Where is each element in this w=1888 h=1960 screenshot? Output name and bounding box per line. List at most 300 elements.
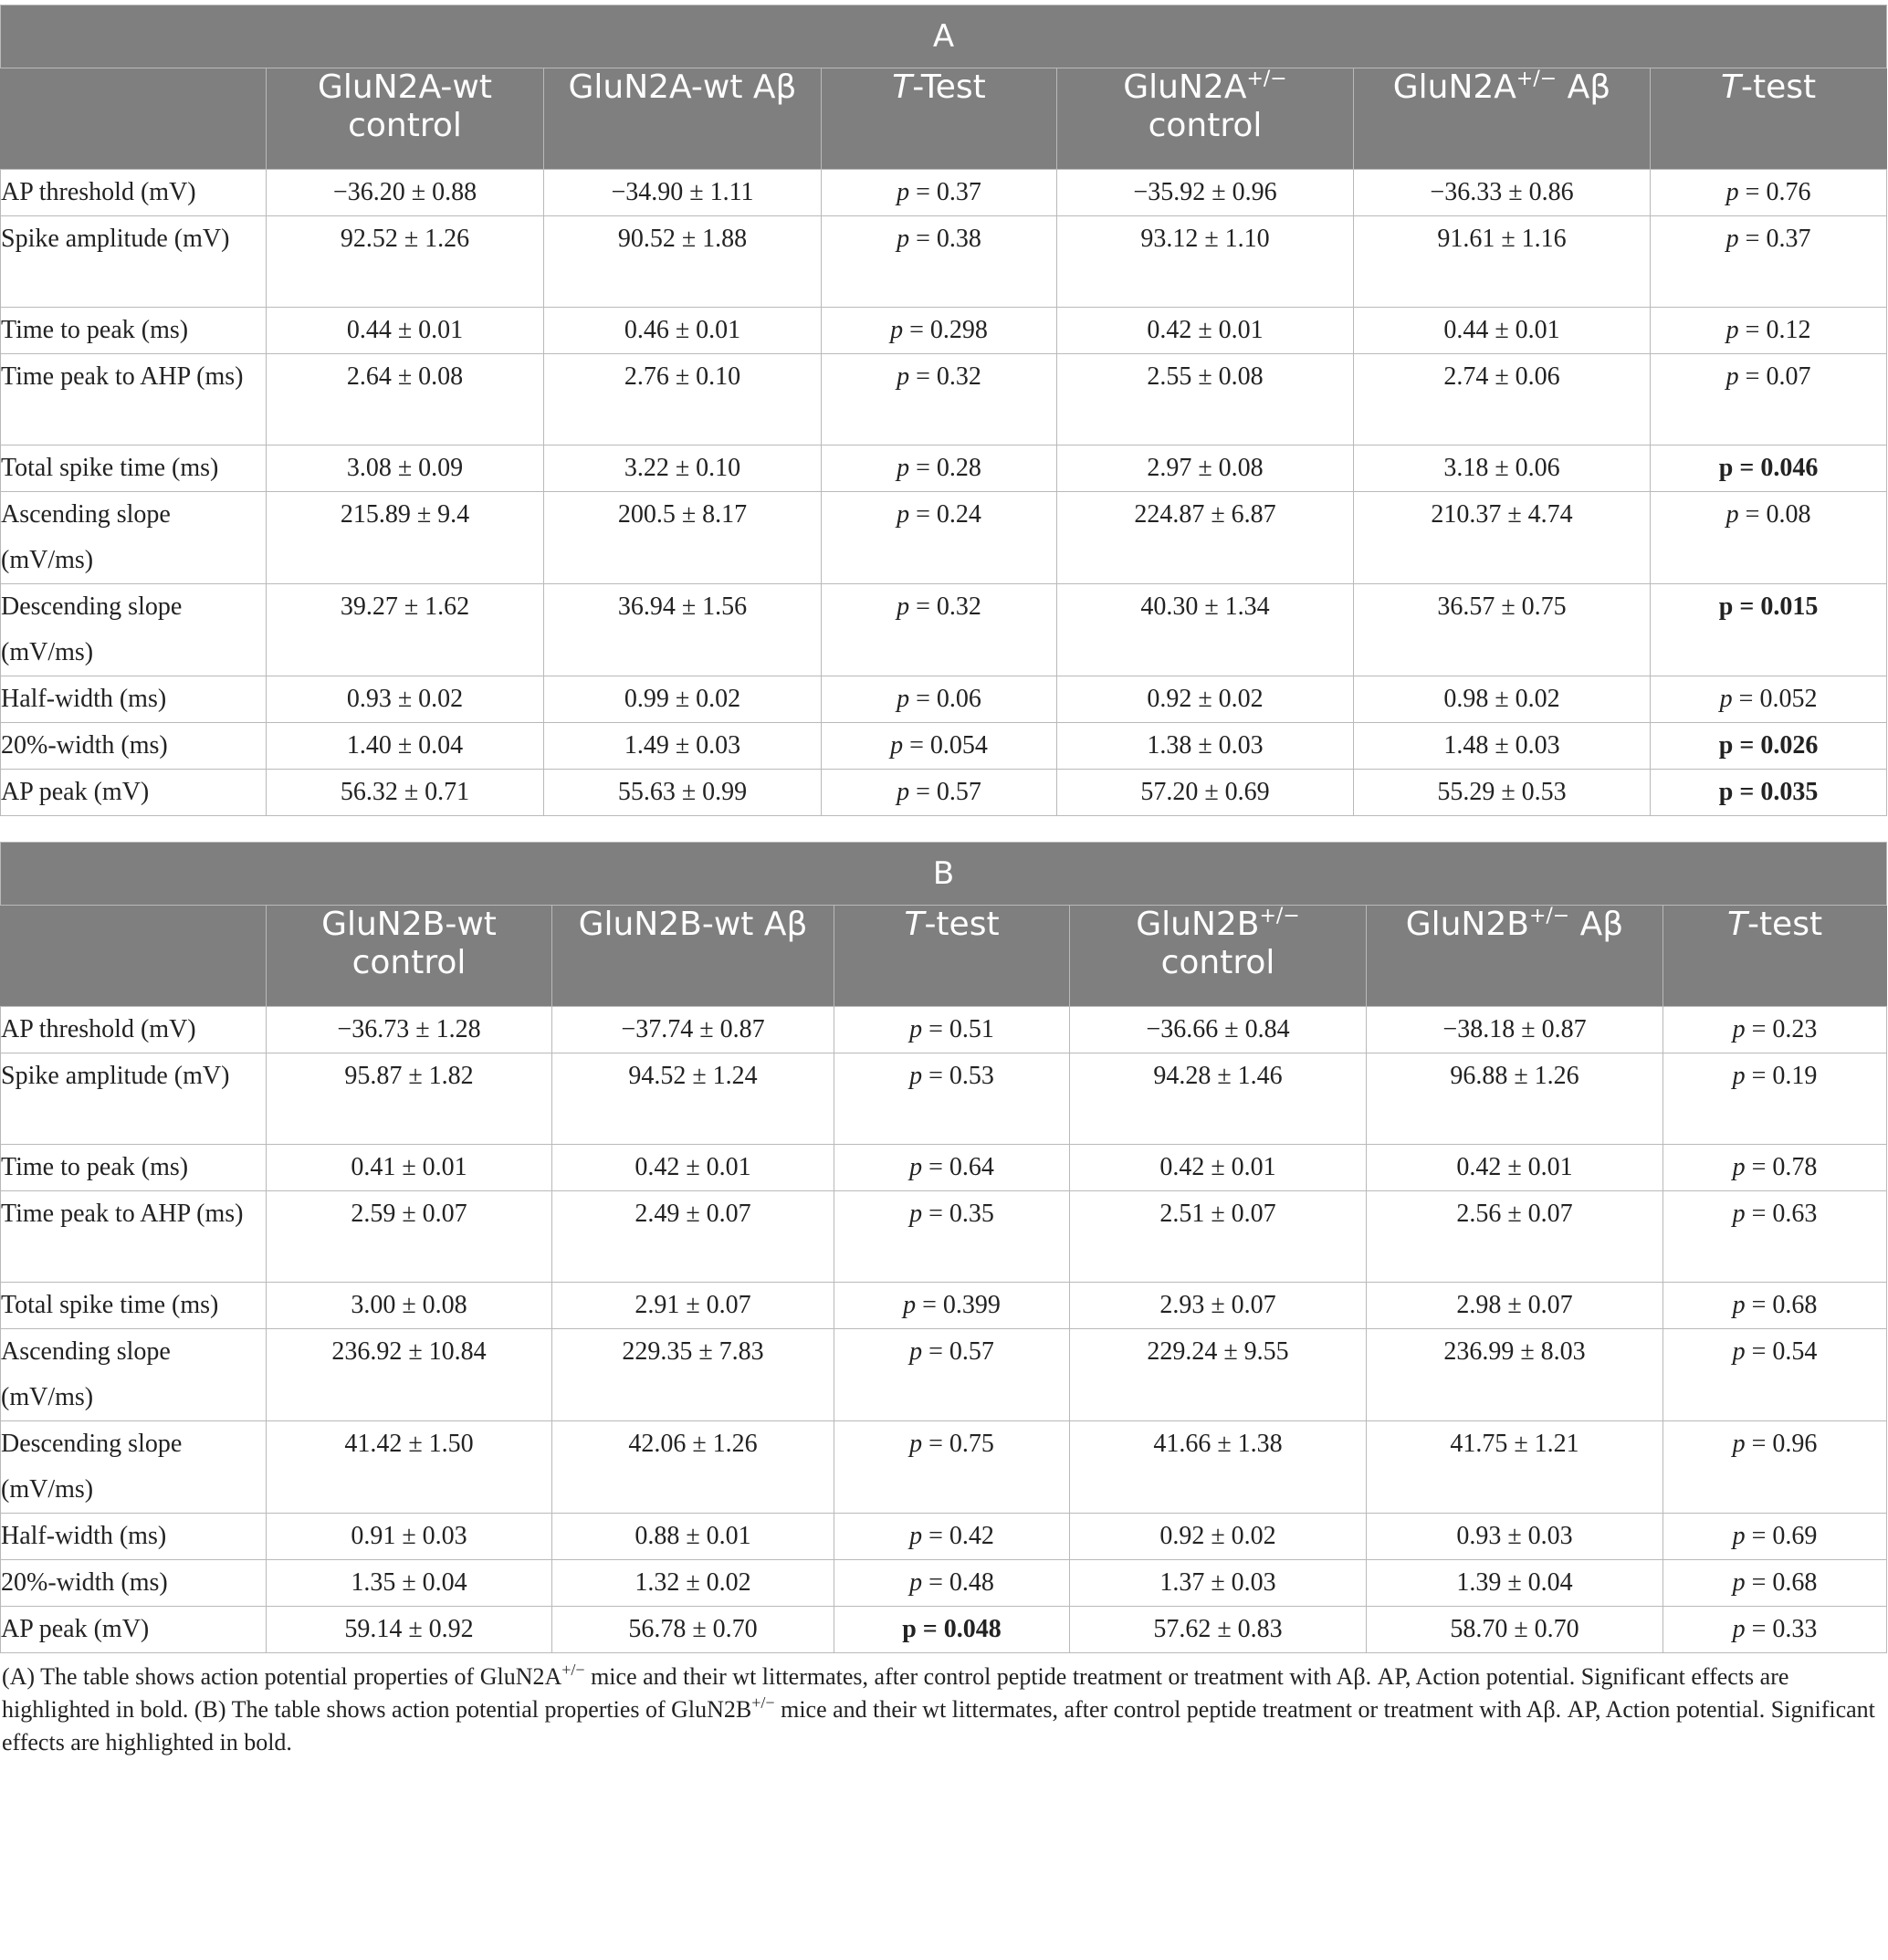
cell-ttest-2 (1663, 1007, 1887, 1053)
p-symbol: p (1732, 1522, 1746, 1550)
header-text: GluN2B-wt Aβ (578, 906, 808, 943)
row-label: AP threshold (mV) (1, 1007, 267, 1053)
cell-ttest-1 (834, 1145, 1070, 1191)
p-symbol: p (1732, 1568, 1746, 1597)
p-symbol: p (1732, 1153, 1746, 1181)
cell-wt-control: 3.00 ± 0.08 (267, 1283, 552, 1329)
p-number: 0.015 (1760, 592, 1819, 621)
cell-wt-control: 92.52 ± 1.26 (267, 216, 544, 308)
cell-wt-abeta: 1.32 ± 0.02 (552, 1560, 834, 1607)
cell-ttest-2 (1663, 1329, 1887, 1421)
p-number: 0.96 (1772, 1430, 1818, 1458)
p-symbol: p (897, 225, 910, 253)
p-value: p = 0.07 (1725, 362, 1811, 391)
cell-het-abeta: 236.99 ± 8.03 (1367, 1329, 1663, 1421)
cell-wt-abeta: 2.76 ± 0.10 (544, 354, 822, 445)
table-a (0, 5, 1887, 816)
footnote-text: mice and their wt littermates, after control peptide treatment or treatment with Aβ. AP, Action potential. Significant effects are highlighted in bold. (2, 1696, 1875, 1756)
p-value: p = 0.64 (909, 1153, 994, 1181)
header-text: T (1720, 68, 1741, 106)
header-wt-control (267, 68, 544, 170)
header-text: -Test (912, 68, 986, 106)
cell-het-control: 1.38 ± 0.03 (1057, 723, 1354, 770)
cell-wt-abeta: 3.22 ± 0.10 (544, 445, 822, 492)
cell-wt-control: 0.44 ± 0.01 (267, 308, 544, 354)
cell-wt-abeta: 229.35 ± 7.83 (552, 1329, 834, 1421)
p-value: p = 0.42 (909, 1522, 994, 1550)
p-value: p = 0.06 (897, 685, 981, 713)
header-sup: +/− (1259, 905, 1300, 928)
p-number: 0.69 (1772, 1522, 1818, 1550)
header-text: -test (924, 906, 1000, 943)
row-label: Half-width (ms) (1, 1514, 267, 1560)
row-label: Time to peak (ms) (1, 1145, 267, 1191)
p-value: p = 0.63 (1732, 1200, 1818, 1228)
cell-wt-control: 56.32 ± 0.71 (267, 770, 544, 816)
cell-het-control: 229.24 ± 9.55 (1070, 1329, 1367, 1421)
cell-ttest-1 (834, 1329, 1070, 1421)
table-gap (0, 816, 1886, 842)
header-text: Aβ (1569, 906, 1624, 943)
p-symbol: p (909, 1337, 923, 1366)
p-symbol: p (1725, 500, 1739, 529)
cell-ttest-1 (834, 1560, 1070, 1607)
table-row (1, 1514, 1887, 1560)
p-value: p = 0.76 (1725, 178, 1811, 206)
p-number: 0.24 (936, 500, 981, 529)
cell-ttest-2 (1651, 354, 1887, 445)
cell-ttest-1 (834, 1607, 1070, 1653)
cell-het-control: 0.92 ± 0.02 (1070, 1514, 1367, 1560)
cell-ttest-1 (822, 354, 1057, 445)
p-number: 0.51 (949, 1015, 994, 1043)
cell-het-abeta: 0.42 ± 0.01 (1367, 1145, 1663, 1191)
p-number: 0.048 (943, 1615, 1002, 1643)
table-b-title: B (1, 843, 1887, 906)
table-row (1, 1607, 1887, 1653)
p-symbol: p (897, 362, 910, 391)
p-symbol: p (1718, 454, 1734, 482)
p-value: p = 0.54 (1732, 1337, 1818, 1366)
p-symbol: p (1718, 731, 1734, 760)
cell-het-abeta: −36.33 ± 0.86 (1354, 170, 1651, 216)
cell-het-control: 2.51 ± 0.07 (1070, 1191, 1367, 1283)
cell-ttest-1 (822, 492, 1057, 584)
p-value: p = 0.33 (1732, 1615, 1818, 1643)
p-symbol: p (897, 500, 910, 529)
p-value: p = 0.23 (1732, 1015, 1818, 1043)
p-number: 0.06 (936, 685, 981, 713)
header-sup: +/− (1528, 905, 1570, 928)
header-text: Aβ (1557, 68, 1611, 106)
table-b (0, 842, 1887, 1653)
cell-wt-abeta: 200.5 ± 8.17 (544, 492, 822, 584)
cell-wt-abeta: 36.94 ± 1.56 (544, 584, 822, 676)
cell-het-control: 41.66 ± 1.38 (1070, 1421, 1367, 1514)
cell-het-abeta: 3.18 ± 0.06 (1354, 445, 1651, 492)
p-value: p = 0.32 (897, 592, 981, 621)
cell-wt-control: −36.20 ± 0.88 (267, 170, 544, 216)
row-label: Time to peak (ms) (1, 308, 267, 354)
header-het-abeta (1354, 68, 1651, 170)
p-value: p = 0.96 (1732, 1430, 1818, 1458)
row-label: 20%-width (ms) (1, 1560, 267, 1607)
cell-wt-control: 1.40 ± 0.04 (267, 723, 544, 770)
p-symbol: p (890, 731, 904, 760)
cell-ttest-1 (822, 770, 1057, 816)
cell-wt-abeta: −34.90 ± 1.11 (544, 170, 822, 216)
header-text: GluN2B-wt (321, 906, 497, 943)
cell-ttest-2 (1651, 216, 1887, 308)
p-value: p = 0.298 (890, 316, 988, 344)
p-number: 0.68 (1772, 1568, 1818, 1597)
row-label: Descending slope (mV/ms) (1, 1421, 267, 1514)
significant-p-value: p = 0.026 (1718, 731, 1819, 760)
p-number: 0.19 (1772, 1062, 1818, 1090)
table-a-header-row (1, 68, 1887, 170)
p-value: p = 0.399 (903, 1291, 1001, 1319)
header-text: control (348, 107, 462, 144)
p-value: p = 0.12 (1725, 316, 1811, 344)
p-value: p = 0.19 (1732, 1062, 1818, 1090)
significant-p-value: p = 0.046 (1718, 454, 1819, 482)
cell-het-control: 224.87 ± 6.87 (1057, 492, 1354, 584)
p-value: p = 0.35 (909, 1200, 994, 1228)
row-label: Total spike time (ms) (1, 445, 267, 492)
cell-ttest-2 (1663, 1145, 1887, 1191)
cell-het-control: 1.37 ± 0.03 (1070, 1560, 1367, 1607)
header-text: -test (1740, 68, 1817, 106)
p-symbol: p (903, 1291, 917, 1319)
cell-het-abeta: 96.88 ± 1.26 (1367, 1053, 1663, 1145)
cell-het-abeta: 0.98 ± 0.02 (1354, 676, 1651, 723)
table-row (1, 170, 1887, 216)
header-ttest-2 (1663, 906, 1887, 1007)
table-b-header-row (1, 906, 1887, 1007)
cell-wt-abeta: 56.78 ± 0.70 (552, 1607, 834, 1653)
cell-het-control: 93.12 ± 1.10 (1057, 216, 1354, 308)
p-value: p = 0.68 (1732, 1291, 1818, 1319)
p-symbol: p (1719, 685, 1733, 713)
p-number: 0.75 (949, 1430, 994, 1458)
p-value: p = 0.78 (1732, 1153, 1818, 1181)
p-number: 0.63 (1772, 1200, 1818, 1228)
p-value: p = 0.51 (909, 1015, 994, 1043)
header-text: GluN2B (1405, 906, 1529, 943)
p-value: p = 0.32 (897, 362, 981, 391)
cell-het-control: 57.62 ± 0.83 (1070, 1607, 1367, 1653)
footnote-sup: +/− (751, 1693, 775, 1712)
cell-ttest-1 (822, 676, 1057, 723)
p-number: 0.298 (929, 316, 988, 344)
cell-wt-abeta: 1.49 ± 0.03 (544, 723, 822, 770)
cell-wt-control: 0.41 ± 0.01 (267, 1145, 552, 1191)
cell-ttest-1 (834, 1283, 1070, 1329)
cell-het-control: 40.30 ± 1.34 (1057, 584, 1354, 676)
p-number: 0.76 (1766, 178, 1811, 206)
cell-ttest-2 (1663, 1283, 1887, 1329)
cell-het-abeta: 0.44 ± 0.01 (1354, 308, 1651, 354)
header-text: -test (1746, 906, 1823, 943)
header-sup: +/− (1516, 68, 1558, 90)
table-row (1, 676, 1887, 723)
cell-het-abeta: −38.18 ± 0.87 (1367, 1007, 1663, 1053)
p-symbol: p (909, 1062, 923, 1090)
p-symbol: p (909, 1153, 923, 1181)
cell-ttest-2 (1651, 584, 1887, 676)
row-label: Time peak to AHP (ms) (1, 1191, 267, 1283)
cell-wt-control: 215.89 ± 9.4 (267, 492, 544, 584)
row-label: AP peak (mV) (1, 770, 267, 816)
p-symbol: p (909, 1015, 923, 1043)
header-ttest-1 (834, 906, 1070, 1007)
p-symbol: p (1732, 1291, 1746, 1319)
row-label: Half-width (ms) (1, 676, 267, 723)
p-symbol: p (909, 1200, 923, 1228)
table-row (1, 1329, 1887, 1421)
row-label: Descending slope (mV/ms) (1, 584, 267, 676)
table-row (1, 1283, 1887, 1329)
cell-wt-control: 95.87 ± 1.82 (267, 1053, 552, 1145)
row-label: Time peak to AHP (ms) (1, 354, 267, 445)
header-sup: +/− (1246, 68, 1287, 90)
table-row (1, 770, 1887, 816)
p-value: p = 0.57 (909, 1337, 994, 1366)
cell-wt-abeta: 2.49 ± 0.07 (552, 1191, 834, 1283)
cell-ttest-1 (834, 1514, 1070, 1560)
cell-het-control: 2.55 ± 0.08 (1057, 354, 1354, 445)
cell-het-abeta: 2.98 ± 0.07 (1367, 1283, 1663, 1329)
table-row (1, 1421, 1887, 1514)
p-number: 0.32 (936, 592, 981, 621)
p-symbol: p (909, 1522, 923, 1550)
cell-wt-control: −36.73 ± 1.28 (267, 1007, 552, 1053)
p-symbol: p (1732, 1200, 1746, 1228)
cell-wt-control: 1.35 ± 0.04 (267, 1560, 552, 1607)
p-symbol: p (1732, 1615, 1746, 1643)
header-text: GluN2A (1392, 68, 1516, 106)
cell-wt-control: 39.27 ± 1.62 (267, 584, 544, 676)
table-row (1, 308, 1887, 354)
header-blank (1, 68, 267, 170)
p-number: 0.57 (949, 1337, 994, 1366)
p-value: p = 0.08 (1725, 500, 1811, 529)
p-number: 0.53 (949, 1062, 994, 1090)
table-row (1, 1560, 1887, 1607)
p-symbol: p (1718, 592, 1734, 621)
header-text: GluN2A-wt Aβ (568, 68, 797, 106)
cell-ttest-2 (1663, 1421, 1887, 1514)
cell-wt-control: 2.59 ± 0.07 (267, 1191, 552, 1283)
table-row (1, 445, 1887, 492)
cell-het-abeta: 1.39 ± 0.04 (1367, 1560, 1663, 1607)
cell-ttest-2 (1663, 1560, 1887, 1607)
table-row (1, 1191, 1887, 1283)
cell-wt-control: 236.92 ± 10.84 (267, 1329, 552, 1421)
header-text: T (904, 906, 925, 943)
cell-wt-control: 2.64 ± 0.08 (267, 354, 544, 445)
cell-ttest-2 (1663, 1191, 1887, 1283)
cell-ttest-1 (822, 584, 1057, 676)
p-symbol: p (902, 1615, 917, 1643)
footnote-sup: +/− (561, 1661, 585, 1679)
table-row (1, 492, 1887, 584)
p-value: p = 0.68 (1732, 1568, 1818, 1597)
page (0, 5, 1886, 1759)
header-text: control (1160, 944, 1275, 981)
cell-het-control: −36.66 ± 0.84 (1070, 1007, 1367, 1053)
p-symbol: p (897, 178, 910, 206)
cell-het-abeta: 1.48 ± 0.03 (1354, 723, 1651, 770)
cell-het-abeta: 36.57 ± 0.75 (1354, 584, 1651, 676)
header-wt-control (267, 906, 552, 1007)
row-label: Total spike time (ms) (1, 1283, 267, 1329)
cell-wt-control: 0.91 ± 0.03 (267, 1514, 552, 1560)
cell-wt-abeta: 55.63 ± 0.99 (544, 770, 822, 816)
cell-wt-abeta: 2.91 ± 0.07 (552, 1283, 834, 1329)
p-number: 0.035 (1760, 778, 1819, 806)
p-symbol: p (909, 1568, 923, 1597)
p-symbol: p (1732, 1337, 1746, 1366)
p-symbol: p (1732, 1430, 1746, 1458)
header-wt-abeta (544, 68, 822, 170)
p-number: 0.38 (936, 225, 981, 253)
footnote-text: (A) The table shows action potential properties of GluN2A (2, 1663, 562, 1690)
p-number: 0.07 (1766, 362, 1811, 391)
p-number: 0.08 (1766, 500, 1811, 529)
cell-ttest-2 (1651, 676, 1887, 723)
p-symbol: p (897, 778, 910, 806)
cell-het-control: 2.93 ± 0.07 (1070, 1283, 1367, 1329)
cell-ttest-2 (1663, 1053, 1887, 1145)
cell-wt-abeta: 0.46 ± 0.01 (544, 308, 822, 354)
cell-wt-abeta: 42.06 ± 1.26 (552, 1421, 834, 1514)
significant-p-value: p = 0.048 (902, 1615, 1002, 1643)
p-value: p = 0.054 (890, 731, 988, 760)
cell-ttest-2 (1663, 1607, 1887, 1653)
p-value: p = 0.28 (897, 454, 981, 482)
cell-ttest-2 (1663, 1514, 1887, 1560)
header-ttest-2 (1651, 68, 1887, 170)
p-value: p = 0.38 (897, 225, 981, 253)
p-symbol: p (1725, 225, 1739, 253)
p-symbol: p (1725, 316, 1739, 344)
p-symbol: p (1718, 778, 1734, 806)
header-ttest-1 (822, 68, 1057, 170)
p-number: 0.28 (936, 454, 981, 482)
p-number: 0.026 (1760, 731, 1819, 760)
row-label: 20%-width (ms) (1, 723, 267, 770)
cell-ttest-2 (1651, 492, 1887, 584)
cell-wt-abeta: 0.42 ± 0.01 (552, 1145, 834, 1191)
cell-het-abeta: 41.75 ± 1.21 (1367, 1421, 1663, 1514)
cell-het-abeta: 0.93 ± 0.03 (1367, 1514, 1663, 1560)
p-number: 0.054 (929, 731, 988, 760)
cell-ttest-1 (834, 1421, 1070, 1514)
row-label: AP peak (mV) (1, 1607, 267, 1653)
table-footnote (0, 1661, 1884, 1759)
p-value: p = 0.53 (909, 1062, 994, 1090)
header-text: GluN2B (1136, 906, 1260, 943)
p-symbol: p (890, 316, 904, 344)
p-number: 0.37 (936, 178, 981, 206)
cell-ttest-2 (1651, 308, 1887, 354)
p-number: 0.12 (1766, 316, 1811, 344)
header-blank (1, 906, 267, 1007)
p-value: p = 0.37 (897, 178, 981, 206)
cell-wt-control: 0.93 ± 0.02 (267, 676, 544, 723)
cell-wt-abeta: 94.52 ± 1.24 (552, 1053, 834, 1145)
p-number: 0.42 (949, 1522, 994, 1550)
p-number: 0.78 (1772, 1153, 1818, 1181)
p-number: 0.48 (949, 1568, 994, 1597)
cell-wt-control: 59.14 ± 0.92 (267, 1607, 552, 1653)
cell-het-control: 0.92 ± 0.02 (1057, 676, 1354, 723)
p-symbol: p (1725, 178, 1739, 206)
cell-het-abeta: 55.29 ± 0.53 (1354, 770, 1651, 816)
cell-wt-abeta: 0.99 ± 0.02 (544, 676, 822, 723)
header-text: GluN2A-wt (318, 68, 492, 106)
row-label: Spike amplitude (mV) (1, 216, 267, 308)
table-row (1, 1145, 1887, 1191)
row-label: Ascending slope (mV/ms) (1, 1329, 267, 1421)
cell-het-abeta: 91.61 ± 1.16 (1354, 216, 1651, 308)
header-text: control (1148, 107, 1263, 144)
p-number: 0.052 (1759, 685, 1818, 713)
header-wt-abeta (552, 906, 834, 1007)
cell-ttest-2 (1651, 723, 1887, 770)
table-a-title: A (1, 5, 1887, 68)
row-label: AP threshold (mV) (1, 170, 267, 216)
header-het-control (1057, 68, 1354, 170)
table-row (1, 1007, 1887, 1053)
cell-het-control: 57.20 ± 0.69 (1057, 770, 1354, 816)
significant-p-value: p = 0.035 (1718, 778, 1819, 806)
p-symbol: p (897, 685, 910, 713)
cell-ttest-1 (822, 170, 1057, 216)
p-number: 0.33 (1772, 1615, 1818, 1643)
cell-het-control: 0.42 ± 0.01 (1057, 308, 1354, 354)
p-number: 0.68 (1772, 1291, 1818, 1319)
cell-ttest-2 (1651, 770, 1887, 816)
p-symbol: p (1732, 1062, 1746, 1090)
significant-p-value: p = 0.015 (1718, 592, 1819, 621)
p-symbol: p (897, 592, 910, 621)
cell-het-control: 94.28 ± 1.46 (1070, 1053, 1367, 1145)
p-symbol: p (897, 454, 910, 482)
p-value: p = 0.57 (897, 778, 981, 806)
p-number: 0.32 (936, 362, 981, 391)
table-row (1, 584, 1887, 676)
header-text: GluN2A (1123, 68, 1247, 106)
cell-ttest-1 (834, 1007, 1070, 1053)
header-text: control (351, 944, 467, 981)
header-het-control (1070, 906, 1367, 1007)
p-symbol: p (909, 1430, 923, 1458)
cell-het-control: −35.92 ± 0.96 (1057, 170, 1354, 216)
p-value: p = 0.48 (909, 1568, 994, 1597)
p-symbol: p (1732, 1015, 1746, 1043)
cell-ttest-1 (822, 216, 1057, 308)
cell-het-abeta: 2.74 ± 0.06 (1354, 354, 1651, 445)
table-row (1, 354, 1887, 445)
p-value: p = 0.052 (1719, 685, 1818, 713)
cell-ttest-2 (1651, 170, 1887, 216)
p-number: 0.57 (936, 778, 981, 806)
p-value: p = 0.69 (1732, 1522, 1818, 1550)
row-label: Ascending slope (mV/ms) (1, 492, 267, 584)
cell-wt-control: 41.42 ± 1.50 (267, 1421, 552, 1514)
